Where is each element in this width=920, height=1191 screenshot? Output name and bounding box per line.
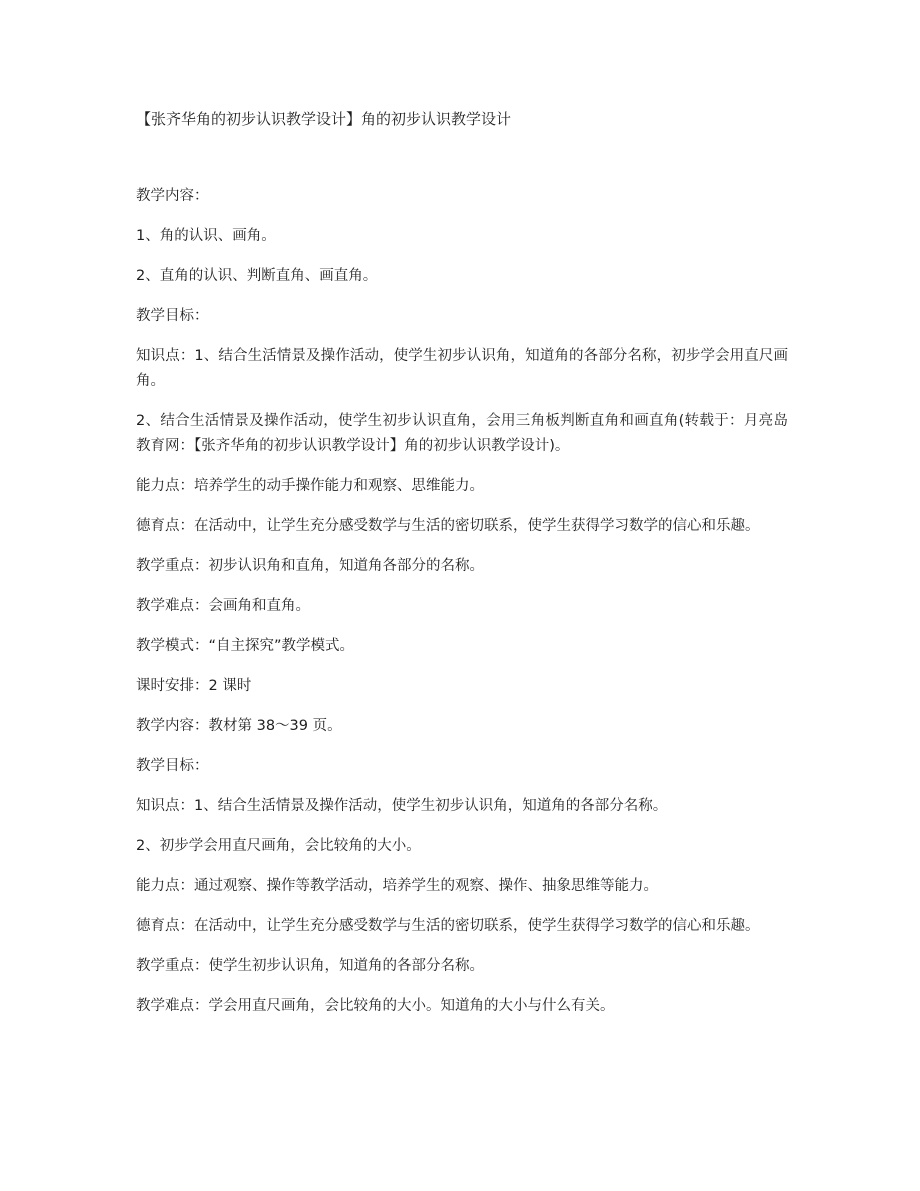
paragraph-lesson-difficulty: 教学难点：学会用直尺画角，会比较角的大小。知道角的大小与什么有关。	[136, 998, 615, 1014]
paragraph-knowledge-point: 知识点：1、结合生活情景及操作活动，使学生初步认识角，知道角的各部分名称，初步学会用直尺画角。	[136, 348, 788, 389]
paragraph-lesson-key-point: 教学重点：使学生初步认识角，知道角的各部分名称。	[136, 958, 484, 974]
paragraph-lesson-content: 教学内容：教材第 38～39 页。	[136, 718, 342, 734]
paragraph-moral-point: 德育点：在活动中，让学生充分感受数学与生活的密切联系，使学生获得学习数学的信心和乐趣。	[136, 518, 760, 534]
paragraph-teaching-goals-heading: 教学目标：	[136, 308, 209, 324]
paragraph-teaching-mode: 教学模式：“自主探究”教学模式。	[136, 638, 355, 654]
paragraph-ability-point: 能力点：培养学生的动手操作能力和观察、思维能力。	[136, 478, 484, 494]
document-body	[136, 184, 788, 1034]
paragraph-teaching-content-heading: 教学内容：	[136, 188, 209, 204]
paragraph-schedule: 课时安排：2 课时	[136, 678, 252, 694]
document-title: 【张齐华角的初步认识教学设计】角的初步认识教学设计	[136, 110, 512, 128]
paragraph-lesson-knowledge-point-2: 2、初步学会用直尺画角，会比较角的大小。	[136, 838, 421, 854]
paragraph-lesson-moral-point: 德育点：在活动中，让学生充分感受数学与生活的密切联系，使学生获得学习数学的信心和乐趣。	[136, 918, 760, 934]
paragraph-knowledge-point-2: 2、结合生活情景及操作活动，使学生初步认识直角，会用三角板判断直角和画直角(转载于：月亮岛教育网：【张齐华角的初步认识教学设计】角的初步认识教学设计)。	[136, 413, 788, 454]
paragraph-difficulty: 教学难点：会画角和直角。	[136, 598, 310, 614]
paragraph-content-item-2: 2、直角的认识、判断直角、画直角。	[136, 268, 378, 284]
paragraph-content-item-1: 1、角的认识、画角。	[136, 228, 276, 244]
paragraph-lesson-knowledge-point: 知识点：1、结合生活情景及操作活动，使学生初步认识角，知道角的各部分名称。	[136, 798, 668, 814]
paragraph-key-point: 教学重点：初步认识角和直角，知道角各部分的名称。	[136, 558, 484, 574]
paragraph-lesson-goals-heading: 教学目标：	[136, 758, 209, 774]
paragraph-lesson-ability-point: 能力点：通过观察、操作等教学活动，培养学生的观察、操作、抽象思维等能力。	[136, 878, 658, 894]
